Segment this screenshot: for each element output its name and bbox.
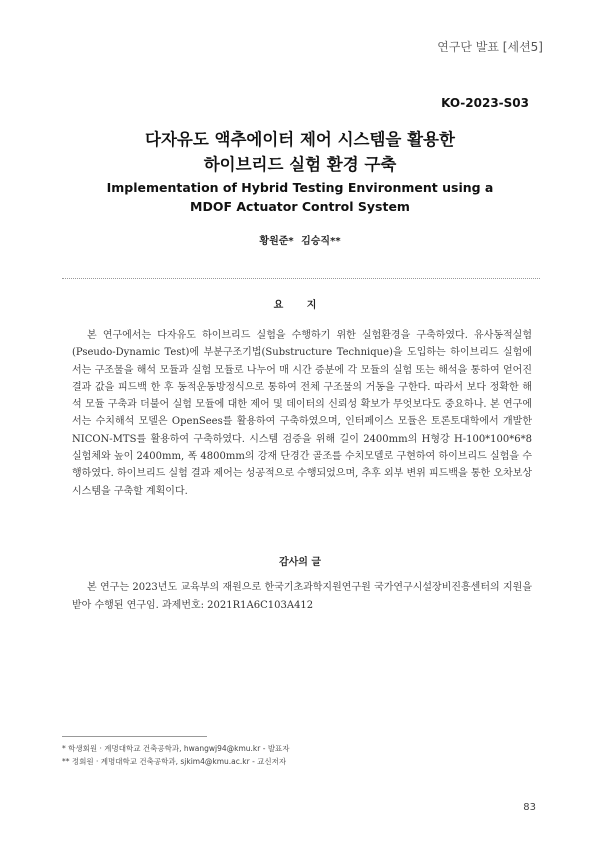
abstract-heading: 요 지 — [273, 300, 327, 311]
korean-title — [0, 127, 600, 177]
page-number: 83 — [523, 802, 536, 813]
korean-title-line-1: 다자유도 액추에이터 제어 시스템을 활용한 — [145, 130, 455, 149]
session-label: 연구단 발표 [세션5] — [437, 40, 543, 54]
authors: 황원준* 김승직** — [259, 236, 341, 247]
paper-code: KO-2023-S03 — [441, 96, 529, 110]
abstract-body: 본 연구에서는 다자유도 하이브리드 실험을 수행하기 위한 실험환경을 구축하였다. 유사동적실험(Pseudo-Dynamic Test)에 부분구조기법(Substructure Technique)을 도입하는 하이브리드 실험에서는 구조물을 해석 모듈과 실험 모듈로 나누어 매 시간 증분에 각 모듈의 실험 또는 해석을 통하여 얻어진 결과 값을 피드백 한 후 동적운동방정식으로 통하여 전체 구조물의 거동을 구한다. 따라서 보다 정확한 해석 모듈 구축과 더불어 실험 모듈에 대한 제어 및 데이터의 신뢰성 확보가 무엇보다도 중요하나. 본 연구에서는 수치해석 모델은 OpenSees를 활용하여 구축하였으며, 인터페이스 모듈은 토론토대학에서 개발한 NICON-MTS를 활용하여 구축하였다. 시스템 검증을 위해 길이 2400mm의 H형강 H-100*100*6*8 실험체와 높이 2400mm, 폭 4800mm의 강재 단경간 골조를 수치모델로 구현하여 하이브리드 실험을 수행하였다. 하이브리드 실험 결과 제어는 성공적으로 수행되었으며, 추후 외부 변위 피드백을 통한 오차보상 시스템을 구축할 계획이다. — [72, 330, 532, 497]
english-title-line-2: MDOF Actuator Control System — [190, 199, 410, 214]
footnote-2: ** 정회원 · 계명대학교 건축공학과, sjkim4@kmu.ac.kr - 교신저자 — [62, 757, 287, 766]
dotted-divider — [62, 278, 540, 279]
acknowledgement-heading: 감사의 글 — [278, 557, 322, 568]
korean-title-line-2: 하이브리드 실험 환경 구축 — [203, 155, 397, 174]
footnote-1: * 학생회원 · 계명대학교 건축공학과, hwangwj94@kmu.kr - 발표자 — [62, 744, 290, 753]
acknowledgement-body: 본 연구는 2023년도 교육부의 재원으로 한국기초과학지원연구원 국가연구시설장비진흥센터의 지원을 받아 수행된 연구임. 과제번호: 2021R1A6C103A412 — [72, 582, 532, 611]
english-title-line-1: Implementation of Hybrid Testing Environment using a — [106, 180, 494, 195]
footnote-rule — [62, 736, 207, 737]
english-title — [0, 178, 600, 216]
